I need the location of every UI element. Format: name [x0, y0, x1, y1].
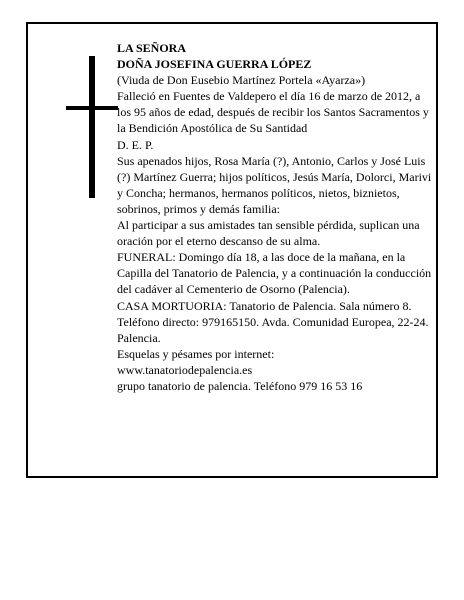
- title-line-1: LA SEÑORA: [117, 41, 187, 55]
- website-text: www.tanatoriodepalencia.es: [117, 362, 253, 377]
- obituary-text: [117, 40, 433, 394]
- death-notice: Falleció en Fuentes de Valdepero el día 16 de marzo de 2012, a los 95 años de edad, después de recibir los Santos Sacramentos y la Bendición Apostólica de Su Santidad: [117, 89, 429, 136]
- funeral-info: FUNERAL: Domingo día 18, a las doce de la mañana, en la Capilla del Tanatorio de Palencia, y a continuación la conducción del cadáver al Cementerio de Osorno (Palencia).: [117, 250, 432, 297]
- family-list: Sus apenados hijos, Rosa María (?), Antonio, Carlos y José Luis (?) Martínez Guerra; hijos políticos, Jesús María, Dolorci, Marivi y Concha; hermanos, hermanos políticos, nietos, biznietos, sobrinos, primos y demás familia:: [117, 153, 432, 216]
- deceased-name: DOÑA JOSEFINA GUERRA LÓPEZ: [117, 57, 312, 72]
- footer-text: grupo tanatorio de palencia. Teléfono 979 16 53 16: [117, 378, 363, 393]
- cross-vertical-bar: [89, 56, 95, 198]
- obituary-notice: [26, 22, 438, 478]
- cross-horizontal-bar: [66, 106, 118, 110]
- rip-text: D. E. P.: [117, 137, 154, 152]
- widow-of: (Viuda de Don Eusebio Martínez Portela «Ayarza»): [117, 73, 366, 88]
- prayer-request: Al participar a sus amistades tan sensible pérdida, suplican una oración por el eterno descanso de su alma.: [117, 218, 420, 249]
- cross-icon: [64, 54, 114, 204]
- mortuary-info: CASA MORTUORIA: Tanatorio de Palencia. Sala número 8. Teléfono directo: 979165150. Avda. Comunidad Europea, 22-24. Palencia.: [117, 298, 429, 345]
- condolences-label: Esquelas y pésames por internet:: [117, 346, 275, 361]
